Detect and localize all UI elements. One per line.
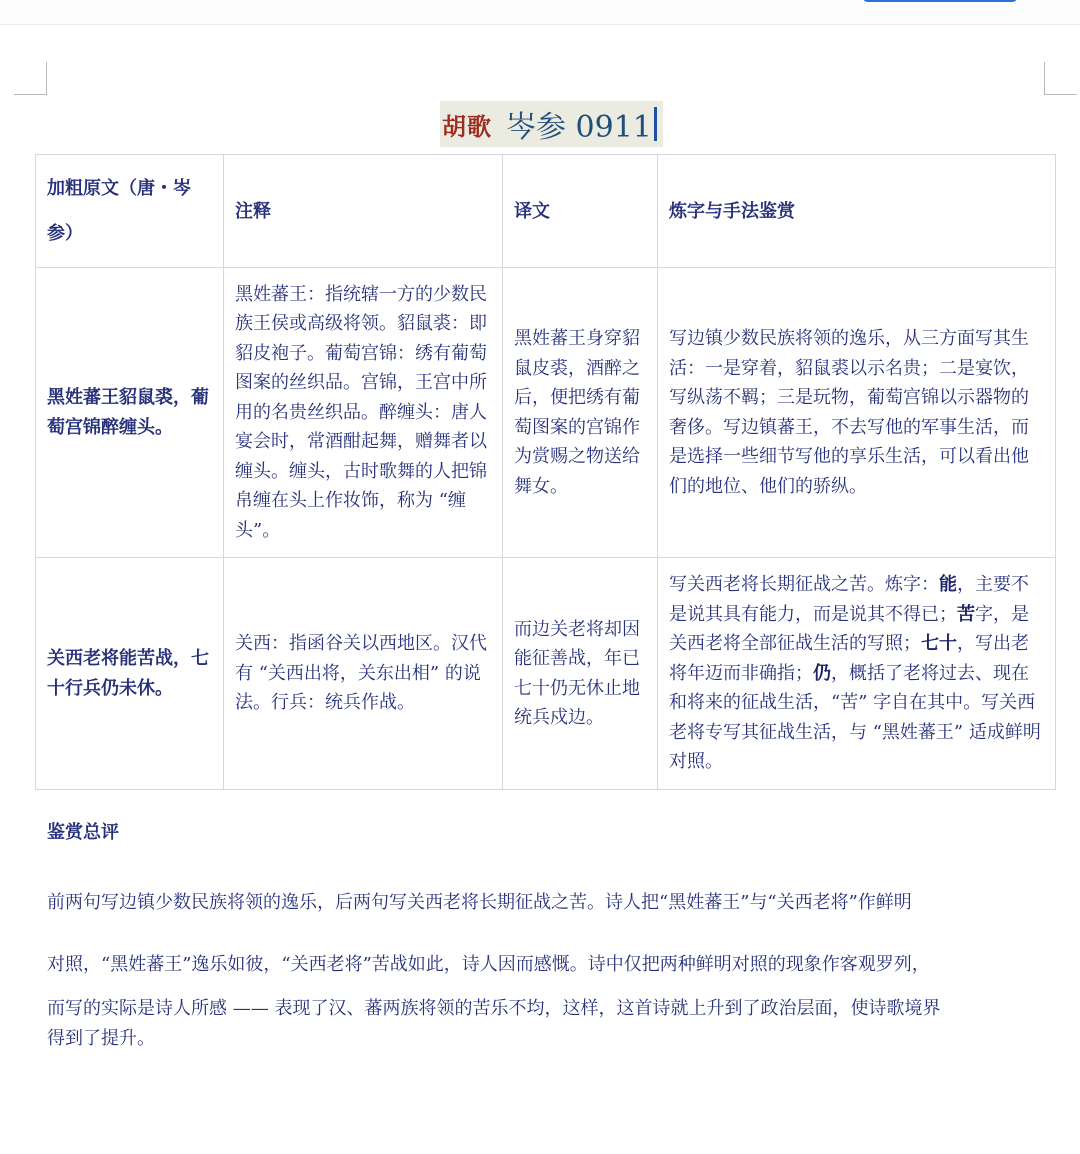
key-word: 七十 xyxy=(921,633,957,655)
table-header-row xyxy=(36,155,1056,268)
key-word: 能 xyxy=(939,574,957,596)
appreciation-text: ，主要不是说其具有能力，而是说其不得已； xyxy=(669,574,1029,625)
summary-line: 对照，“黑姓蕃王”逸乐如彼，“关西老将”苦战如此，诗人因而感慨。诗中仅把两种鲜明对照的现象作客观罗列， xyxy=(47,954,930,975)
notes-cell: 关西：指函谷关以西地区。汉代有 “关西出将，关东出相” 的说法。行兵：统兵作战。 xyxy=(224,558,503,790)
key-word: 仍 xyxy=(813,662,831,684)
appreciation-cell xyxy=(658,558,1056,790)
notes-cell: 黑姓蕃王：指统辖一方的少数民族王侯或高级将领。貂鼠裘：即貂皮袍子。葡萄宫锦：绣有葡萄图案的丝织品。宫锦，王宫中所用的名贵丝织品。醉缠头：唐人宴会时，常酒酣起舞，赠舞者以缠头。缠头，古时歌舞的人把锦帛缠在头上作妆饰，称为 “缠头”。 xyxy=(224,268,503,558)
summary-line: 而写的实际是诗人所感 —— 表现了汉、蕃两族将领的苦乐不均，这样，这首诗就上升到了政治层面，使诗歌境界 xyxy=(47,998,941,1019)
summary-line: 前两句写边镇少数民族将领的逸乐，后两句写关西老将长期征战之苦。诗人把“黑姓蕃王”与“关西老将”作鲜明 xyxy=(47,892,912,913)
action-button[interactable] xyxy=(862,0,1018,2)
appreciation-text: 字，是关西老将全部征战生活的写照； xyxy=(669,603,1029,655)
original-text-cell: 黑姓蕃王貂鼠裘，葡萄宫锦醉缠头。 xyxy=(36,268,224,558)
summary-heading: 鉴赏总评 xyxy=(47,822,119,843)
title-part-1: 胡歌 xyxy=(442,111,492,141)
table-row xyxy=(36,268,1056,558)
page-corner-mark-left xyxy=(14,62,47,95)
header-translation: 译文 xyxy=(503,155,658,268)
text-cursor xyxy=(654,107,657,141)
title-part-2: 岑参 0911 xyxy=(506,110,652,145)
header-appreciation: 炼字与手法鉴赏 xyxy=(658,155,1056,268)
table-row xyxy=(36,558,1056,790)
poem-analysis-table xyxy=(35,154,1056,790)
original-text-cell: 关西老将能苦战，七十行兵仍未休。 xyxy=(36,558,224,790)
appreciation-cell: 写边镇少数民族将领的逸乐，从三方面写其生活：一是穿着，貂鼠裘以示名贵；二是宴饮，写纵荡不羁；三是玩物，葡萄宫锦以示器物的奢侈。写边镇蕃王，不去写他的军事生活，而是选择一些细节写他的享乐生活，可以看出他们的地位、他们的骄纵。 xyxy=(658,268,1056,558)
page-corner-mark-right xyxy=(1044,62,1077,95)
appreciation-text: ，概括了老将过去、现在和将来的征战生活，“苦” 字自在其中。写关西老将专写其征战生活，与 “黑姓蕃王” 适成鲜明对照。 xyxy=(669,662,1041,773)
summary-line: 得到了提升。 xyxy=(47,1028,155,1049)
document-title[interactable] xyxy=(440,101,663,147)
header-notes: 注释 xyxy=(224,155,503,268)
key-word: 苦 xyxy=(957,603,975,625)
appreciation-text: 写关西老将长期征战之苦。炼字： xyxy=(669,574,939,596)
translation-cell: 黑姓蕃王身穿貂鼠皮裘，酒醉之后，便把绣有葡萄图案的宫锦作为赏赐之物送给舞女。 xyxy=(503,268,658,558)
translation-cell: 而边关老将却因能征善战，年已七十仍无休止地统兵戍边。 xyxy=(503,558,658,790)
top-toolbar xyxy=(0,0,1080,25)
header-original: 加粗原文（唐・岑参） xyxy=(36,155,224,268)
appreciation-text: ，写出老将年迈而非确指； xyxy=(669,633,1029,684)
